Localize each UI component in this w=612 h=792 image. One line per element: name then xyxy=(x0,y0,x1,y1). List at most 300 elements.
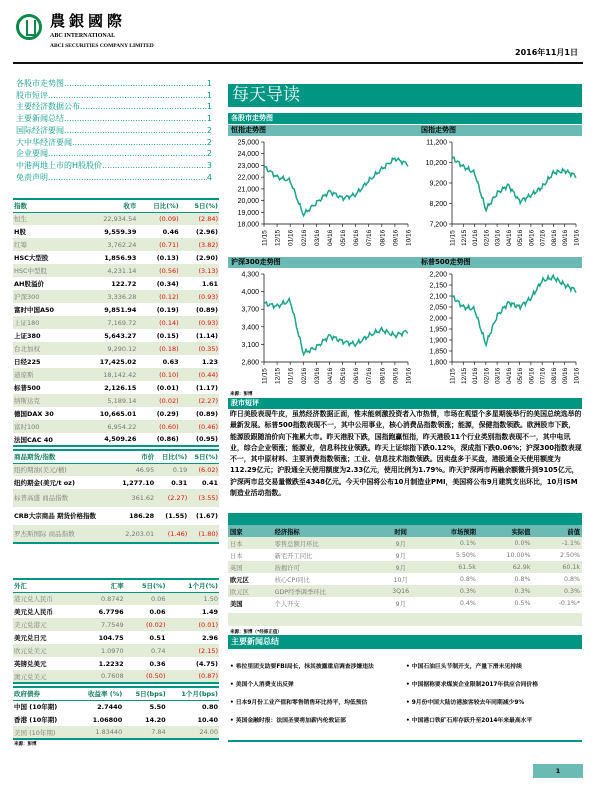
svg-text:10/16: 10/16 xyxy=(405,229,413,246)
cell-day: (0.34) xyxy=(156,279,179,288)
cell-week: (2.84) xyxy=(180,212,219,225)
cell-period: 9月 xyxy=(395,552,406,560)
toc-item[interactable] xyxy=(16,160,212,172)
cell-yield: 1.83440 xyxy=(74,726,123,739)
svg-text:2,050: 2,050 xyxy=(429,304,447,312)
toc-label: 主要经济数据公布 xyxy=(16,102,80,112)
cell-period: 3Q16 xyxy=(380,585,421,597)
commentary-header: 股市短评 xyxy=(228,398,582,409)
abc-logo-icon xyxy=(16,14,42,40)
table-row xyxy=(13,433,219,446)
cell-m1: (0.87) xyxy=(166,670,219,683)
cell-previous: -1.1% xyxy=(532,537,582,549)
cell-close: 1,856.93 xyxy=(104,253,137,262)
table-row xyxy=(13,631,219,644)
cell-d5: 7.84 xyxy=(123,726,166,739)
cell-price: 186.28 xyxy=(129,512,155,520)
toc-label: 股市短评 xyxy=(16,90,48,100)
cell-name: HSC中型股 xyxy=(13,264,78,277)
commodities-table xyxy=(13,449,219,544)
cell-d5: 5.50 xyxy=(149,702,166,711)
svg-text:24,000: 24,000 xyxy=(237,151,259,159)
cell-country: 英国 xyxy=(228,561,273,573)
table-row xyxy=(13,657,219,670)
chart-title-hsi: 恒指走势图 xyxy=(228,125,418,136)
header-divider xyxy=(13,62,583,64)
cell-week: (2.90) xyxy=(196,253,218,262)
cell-name: 纽约期金(美元/t oz) xyxy=(14,479,75,487)
cell-previous: -0.1%* xyxy=(558,599,580,607)
svg-text:12/15: 12/15 xyxy=(274,229,282,246)
fx-table xyxy=(13,578,219,684)
cell-m1: 1.49 xyxy=(201,607,218,616)
table-row xyxy=(13,355,219,368)
cell-price: 46.95 xyxy=(114,463,155,476)
svg-text:1,900: 1,900 xyxy=(429,337,447,345)
cell-week: (1.14) xyxy=(196,331,218,340)
svg-text:2,100: 2,100 xyxy=(429,293,447,301)
cell-d5: 0.06 xyxy=(125,592,167,605)
news-item[interactable]: • 英国金融时报：法国圣要将加薪内伦敦证部 xyxy=(230,715,406,724)
table-row xyxy=(13,368,219,381)
toc-label: 免责声明 xyxy=(16,172,48,182)
chart-title-hscei: 国指走势图 xyxy=(418,125,582,136)
cell-close: 9,559.39 xyxy=(104,227,137,236)
cell-price: 2,203.01 xyxy=(114,525,155,543)
table-of-contents xyxy=(16,78,212,183)
column-header: 汇率 xyxy=(80,579,124,592)
column-header: 1个月(bps) xyxy=(167,687,219,700)
table-row xyxy=(13,238,219,251)
cell-day: (0.12) xyxy=(137,290,179,303)
cell-name: 沪深300 xyxy=(13,290,78,303)
table-row xyxy=(13,329,219,342)
svg-text:01/16: 01/16 xyxy=(287,367,295,384)
svg-text:05/16: 05/16 xyxy=(340,229,348,246)
toc-item[interactable] xyxy=(16,101,212,113)
table-header xyxy=(13,199,219,212)
cell-previous: 2.50% xyxy=(559,551,580,559)
svg-text:02/16: 02/16 xyxy=(483,229,491,246)
svg-text:10,200: 10,200 xyxy=(425,160,447,167)
news-item[interactable]: • 中国石油巨头节制开支，产量下滑未见持续 xyxy=(406,661,582,670)
cell-week: 0.41 xyxy=(201,478,218,487)
svg-text:3,100: 3,100 xyxy=(241,341,259,349)
cell-week: (1.17) xyxy=(196,383,218,392)
line-chart-svg xyxy=(416,138,582,250)
svg-text:2,800: 2,800 xyxy=(241,359,259,367)
table-row xyxy=(13,726,219,739)
table-row xyxy=(228,561,582,573)
cell-close: 7,169.72 xyxy=(78,316,138,329)
cell-day: (0.02) xyxy=(137,394,179,407)
column-header: 5日(%) xyxy=(180,199,219,212)
cell-day: (0.10) xyxy=(137,368,179,381)
table-row xyxy=(13,342,219,355)
cell-name: 澳元兑美元 xyxy=(13,670,80,683)
cell-close: 10,665.01 xyxy=(99,409,137,418)
cell-yield: 2.7440 xyxy=(97,702,123,711)
cell-day: (1.55) xyxy=(165,512,188,520)
cell-close: 2,126.15 xyxy=(104,383,137,392)
table-row xyxy=(13,264,219,277)
table-row xyxy=(13,251,219,264)
column-header: 政府债券 xyxy=(13,687,74,700)
toc-page: 1 xyxy=(206,79,212,88)
svg-text:12/15: 12/15 xyxy=(460,367,468,384)
cell-country: 欧元区 xyxy=(228,585,273,597)
cell-forecast: 0.8% xyxy=(459,575,476,583)
toc-leader xyxy=(102,160,207,172)
cell-day: (0.60) xyxy=(137,420,179,433)
table-row xyxy=(13,463,219,476)
toc-item[interactable] xyxy=(16,113,212,125)
column-header: 日比(%) xyxy=(155,450,188,463)
cell-name: 标普高盛 商品指数 xyxy=(13,489,114,507)
cell-d5: 0.06 xyxy=(149,607,166,616)
cell-day: (0.56) xyxy=(137,264,179,277)
cell-day: (0.29) xyxy=(156,409,179,418)
cell-name: 富时100 xyxy=(13,420,78,433)
svg-text:1,800: 1,800 xyxy=(429,359,447,367)
table-header xyxy=(13,687,219,700)
toc-label: 中港两地上市的H股股价 xyxy=(16,160,103,170)
cell-country: 日本 xyxy=(228,537,273,549)
chart-hsi xyxy=(228,138,414,250)
table-row xyxy=(13,316,219,329)
cell-week: (1.67) xyxy=(196,512,218,520)
cell-name: 美元兑日元 xyxy=(14,634,47,642)
svg-text:10/16: 10/16 xyxy=(573,367,581,384)
news-item[interactable]: • 中国据称要求煤炭企业限制2017年供应合同价格 xyxy=(406,679,582,688)
toc-page: 2 xyxy=(206,125,212,135)
column-header: 国家 xyxy=(228,525,273,537)
svg-text:05/16: 05/16 xyxy=(340,367,348,384)
table-row xyxy=(13,670,219,683)
svg-text:03/16: 03/16 xyxy=(313,229,321,246)
svg-text:09/16: 09/16 xyxy=(392,367,400,384)
cell-day: (0.01) xyxy=(156,383,179,392)
table-row xyxy=(13,212,219,225)
cell-country: 日本 xyxy=(230,552,243,560)
cell-actual: 0.0% xyxy=(478,537,533,549)
cell-name: 港元兑人民币 xyxy=(13,592,80,605)
svg-text:07/16: 07/16 xyxy=(539,367,547,384)
cell-m1: (0.01) xyxy=(166,618,219,631)
cell-close: 9,851.94 xyxy=(104,305,137,314)
cell-day: (0.13) xyxy=(156,253,179,262)
cell-m1: 10.40 xyxy=(197,715,218,724)
table-row xyxy=(13,489,219,507)
line-chart-svg xyxy=(416,270,582,388)
cell-name: 日经225 xyxy=(14,358,41,366)
svg-text:02/16: 02/16 xyxy=(300,367,308,384)
cell-close: 4,509.26 xyxy=(78,433,138,446)
svg-text:01/16: 01/16 xyxy=(472,229,480,246)
cell-week: (2.27) xyxy=(180,394,219,407)
svg-text:9,200: 9,200 xyxy=(429,180,447,188)
table-header xyxy=(13,450,219,463)
table-row xyxy=(228,537,582,549)
toc-label: 各股市走势图 xyxy=(16,79,64,88)
cell-d5: 0.51 xyxy=(149,633,166,642)
cell-d5: (0.02) xyxy=(125,618,167,631)
toc-page: 3 xyxy=(206,160,212,170)
cell-week: (0.93) xyxy=(180,290,219,303)
cell-close: 9,290.12 xyxy=(78,342,138,355)
table-row xyxy=(228,597,582,609)
cell-rate: 1.0970 xyxy=(80,644,124,657)
cell-week: 1.61 xyxy=(201,279,218,288)
cell-name: 罗杰斯国际 商品指数 xyxy=(13,525,114,543)
svg-text:08/16: 08/16 xyxy=(550,229,558,246)
svg-text:05/16: 05/16 xyxy=(517,229,525,246)
cell-week: (1.80) xyxy=(188,525,219,543)
column-header: 5日(bps) xyxy=(123,687,166,700)
news-item[interactable]: • 日本9月份工业产值和零售销售环比持平，均低预估 xyxy=(230,697,406,706)
cell-name: 英镑兑美元 xyxy=(14,660,47,668)
line-chart-svg xyxy=(228,138,414,250)
svg-text:22,000: 22,000 xyxy=(237,174,259,182)
indices-table xyxy=(13,198,219,447)
column-header: 1个月(%) xyxy=(166,579,219,592)
cell-week: (3.82) xyxy=(180,238,219,251)
cell-close: 3,762.24 xyxy=(78,238,138,251)
cell-week: (0.44) xyxy=(180,368,219,381)
cell-previous: 0.8% xyxy=(564,575,580,583)
cell-day: 0.46 xyxy=(162,227,179,236)
chart-sp500 xyxy=(416,270,582,388)
table-row xyxy=(13,592,219,605)
svg-text:23,000: 23,000 xyxy=(237,162,259,170)
table-row xyxy=(13,525,219,543)
column-header: 指数 xyxy=(13,199,78,212)
svg-text:20,000: 20,000 xyxy=(237,198,259,206)
svg-text:02/16: 02/16 xyxy=(300,229,308,246)
svg-text:1,850: 1,850 xyxy=(429,348,447,356)
table-row xyxy=(13,476,219,489)
table-row xyxy=(13,420,219,433)
svg-text:4,300: 4,300 xyxy=(241,271,259,279)
news-item[interactable]: • 美国个人消费支出反弹 xyxy=(230,679,406,688)
cell-close: 4,231.14 xyxy=(78,264,138,277)
toc-label: 主要新闻总结 xyxy=(16,114,64,124)
toc-leader xyxy=(72,137,207,149)
column-header: 外汇 xyxy=(13,579,80,592)
table-row xyxy=(13,225,219,238)
cell-day: (0.15) xyxy=(156,331,179,340)
toc-leader xyxy=(48,172,207,184)
toc-item[interactable] xyxy=(16,148,212,160)
cell-period: 9月 xyxy=(395,600,406,608)
column-header: 5日(%) xyxy=(188,450,219,463)
toc-leader xyxy=(64,78,207,90)
toc-item[interactable] xyxy=(16,125,212,137)
svg-text:08/16: 08/16 xyxy=(379,367,387,384)
cell-name: 纽约期油(美元/桶) xyxy=(13,463,114,476)
svg-text:11,200: 11,200 xyxy=(426,139,447,147)
cell-yield: 1.06800 xyxy=(92,715,123,724)
toc-page: 2 xyxy=(206,149,212,159)
toc-item[interactable] xyxy=(16,90,212,102)
cell-close: 5,643.27 xyxy=(104,331,137,340)
cell-price: 1,277.10 xyxy=(122,478,155,487)
svg-text:12/15: 12/15 xyxy=(460,229,468,246)
cell-forecast: 0.4% xyxy=(459,599,476,607)
cell-close: 18,142.42 xyxy=(78,368,138,381)
chart-csi300 xyxy=(228,270,414,388)
cell-week: (0.89) xyxy=(196,409,218,418)
table-row xyxy=(13,303,219,316)
svg-text:25,000: 25,000 xyxy=(237,139,259,147)
table-row xyxy=(13,644,219,657)
news-item[interactable]: • 希拉里团支助要FBI局长，抹其披露重启调查涉嫌违法 xyxy=(230,661,406,670)
page-banner: 每天导读 xyxy=(228,84,582,107)
cell-indicator: 零售总额月环比 xyxy=(273,537,381,549)
column-header: 收市 xyxy=(78,199,138,212)
table-row xyxy=(13,618,219,631)
cell-d5: 14.20 xyxy=(145,715,166,724)
cell-week: (0.93) xyxy=(180,316,219,329)
svg-text:19,000: 19,000 xyxy=(237,209,259,217)
toc-item[interactable] xyxy=(16,137,212,149)
table-row xyxy=(228,573,582,585)
cell-indicator: GDP经季调季环比 xyxy=(273,585,381,597)
svg-text:04/16: 04/16 xyxy=(505,367,513,384)
table-row xyxy=(13,407,219,420)
company-logo xyxy=(16,12,154,49)
cell-name: 恒生 xyxy=(13,212,78,225)
cell-name: 富时中国A50 xyxy=(14,306,55,314)
cell-m1: (2.15) xyxy=(166,644,219,657)
cell-indicator: 新宅开工同比 xyxy=(274,552,313,560)
table-row xyxy=(13,507,219,525)
toc-leader xyxy=(48,148,207,160)
svg-text:02/16: 02/16 xyxy=(483,367,491,384)
cell-m1: 2.96 xyxy=(201,633,218,642)
svg-text:12/15: 12/15 xyxy=(274,367,282,384)
cell-week: (3.55) xyxy=(188,489,219,507)
cell-name: 标普500 xyxy=(14,384,41,392)
cell-actual: 0.3% xyxy=(478,585,533,597)
svg-text:08/16: 08/16 xyxy=(550,367,558,384)
svg-text:10/16: 10/16 xyxy=(405,367,413,384)
svg-text:18,000: 18,000 xyxy=(237,221,259,229)
cell-name: 纳斯达克 xyxy=(13,394,78,407)
svg-text:8,200: 8,200 xyxy=(429,201,447,208)
cell-country: 美国 xyxy=(230,600,243,608)
cell-m1: (4.75) xyxy=(196,659,218,668)
cell-actual: 10.00% xyxy=(506,551,531,559)
cell-m1: 1.50 xyxy=(166,592,219,605)
line-chart-svg xyxy=(228,270,414,388)
table-header xyxy=(228,525,582,537)
table-row xyxy=(13,605,219,618)
toc-item[interactable] xyxy=(16,172,212,184)
svg-text:03/16: 03/16 xyxy=(494,367,502,384)
news-header: 主要新闻总结 xyxy=(228,635,582,649)
cell-indicator: 个人开支 xyxy=(274,600,300,608)
econ-table-spacer xyxy=(228,613,582,626)
cell-name: 台北加权 xyxy=(13,342,78,355)
charts-row-2-titles xyxy=(228,257,582,268)
svg-text:08/16: 08/16 xyxy=(379,229,387,246)
svg-text:11/15: 11/15 xyxy=(449,230,457,246)
cell-period: 9月 xyxy=(380,537,421,549)
table-header xyxy=(13,579,219,592)
cell-forecast: 61.5k xyxy=(421,561,478,573)
toc-item[interactable] xyxy=(16,78,212,90)
news-item[interactable]: • 中国港口铁矿石库存跃升至2014年来最高水平 xyxy=(406,715,582,724)
cell-rate: 1.2232 xyxy=(98,659,124,668)
chart-title-sp500: 标普500走势图 xyxy=(418,257,582,268)
cell-indicator: 核心CPI同比 xyxy=(274,576,310,584)
column-header: 市场预期 xyxy=(421,525,478,537)
cell-price: 361.62 xyxy=(114,489,155,507)
charts-section-header: 各股市走势图 xyxy=(228,113,582,124)
column-header: 商品期货/指数 xyxy=(13,450,114,463)
column-header: 市价 xyxy=(114,450,155,463)
toc-page: 4 xyxy=(206,172,212,182)
news-item[interactable]: • 9月份中国大陆访港旅客较去年同期减少9% xyxy=(406,697,582,706)
toc-leader xyxy=(64,113,207,125)
svg-text:11/15: 11/15 xyxy=(261,368,269,384)
market-commentary: 昨日美股表现牛皮，虽然经济数据正面，惟未能刺激投资者入市热情，市场在观望个多星期後举行的美国总统选举的最新发展。标普500指数表现不一，其中公用事业，核心消费品指数领涨；能源，保健指数领跌。欧洲股市下跌，能源股跟随油价向下拖累大市。昨天港股下跌，国指跑赢恒指，昨天港股11个行业类别指数表现不一，其中电讯业，综合企业领涨；能源业，信息科技业领跌。昨天上证综指下跌0.12%，深成指下跌0.06%；沪深300指数表现不一，其中原材料、主要消费指数领涨；工业、信息技术指数领跌。因卖盘多于买盘，港股通全天使用额度为112.29亿元；沪股通全天使用额度为2.33亿元，使用比例为1.79%。昨天沪深两市两融余额微升到9105亿元，沪深两市总交易量微跌至4348亿元。今天中国将公布10月制造业PMI，美国将公布9月建筑支出环比，10月ISM制造业活动指数。 xyxy=(230,410,582,498)
cell-country: 欧元区 xyxy=(230,576,249,584)
svg-text:3,400: 3,400 xyxy=(241,324,259,332)
cell-day: (0.09) xyxy=(137,212,179,225)
cell-name: 香港 (10年期) xyxy=(14,716,58,724)
cell-close: 122.72 xyxy=(111,279,137,288)
footer-divider xyxy=(228,740,582,742)
svg-text:2,150: 2,150 xyxy=(429,282,447,290)
svg-text:2,200: 2,200 xyxy=(429,271,447,279)
cell-name: 中国 (10年期) xyxy=(14,703,58,712)
svg-text:7,200: 7,200 xyxy=(429,221,447,229)
svg-text:1,950: 1,950 xyxy=(429,326,447,334)
cell-forecast: 5.50% xyxy=(455,551,476,559)
toc-page: 1 xyxy=(206,90,212,100)
cell-day: (0.18) xyxy=(137,342,179,355)
econ-section-header xyxy=(228,513,582,525)
cell-period: 10月 xyxy=(393,576,408,584)
cell-actual: 0.8% xyxy=(514,575,531,583)
cell-week: (2.96) xyxy=(196,227,218,236)
cell-indicator: 按揭许可 xyxy=(273,561,381,573)
page-number: 1 xyxy=(533,764,583,778)
svg-text:04/16: 04/16 xyxy=(326,367,334,384)
news-list xyxy=(228,661,582,724)
svg-text:09/16: 09/16 xyxy=(392,229,400,246)
cell-name: 德国DAX 30 xyxy=(14,410,54,418)
cell-day: (1.46) xyxy=(155,525,188,543)
cell-name: HSC大型股 xyxy=(14,254,49,262)
cell-d5: 0.36 xyxy=(149,659,166,668)
table-row xyxy=(228,585,582,597)
svg-text:11/15: 11/15 xyxy=(261,230,269,246)
cell-forecast: 0.3% xyxy=(421,585,478,597)
svg-text:04/16: 04/16 xyxy=(505,229,513,246)
cell-name: 欧元兑美元 xyxy=(13,644,80,657)
cell-rate: 7.7549 xyxy=(80,618,124,631)
svg-text:3,700: 3,700 xyxy=(241,306,259,314)
cell-previous: 60.1k xyxy=(532,561,582,573)
svg-text:03/16: 03/16 xyxy=(313,367,321,384)
table-row xyxy=(13,290,219,303)
svg-text:07/16: 07/16 xyxy=(539,229,547,246)
cell-name: 红筹 xyxy=(13,238,78,251)
charts-row-1-titles xyxy=(228,125,582,136)
